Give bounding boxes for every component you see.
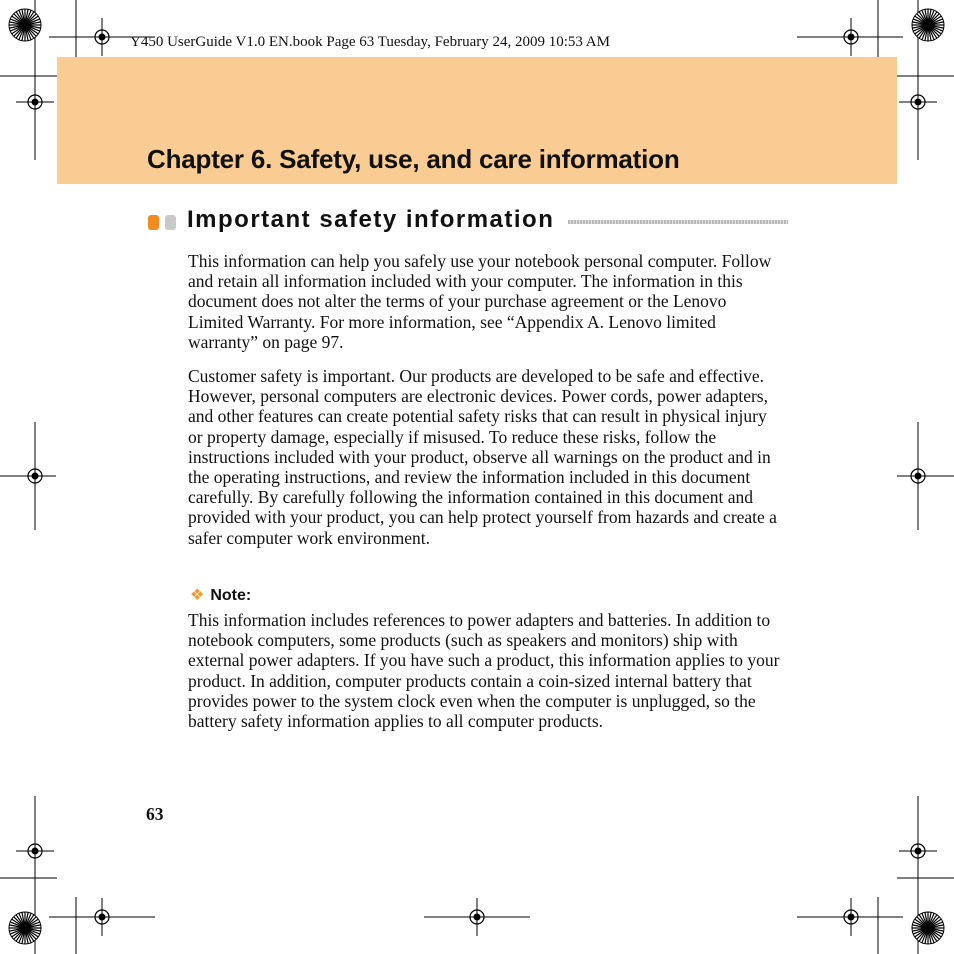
four-diamond-icon: ❖	[190, 587, 205, 604]
intro-paragraph: This information can help you safely use your notebook personal computer. Follow and retain all information included with your computer. The information in this document does not alter the terms of your purchase agreement or the Lenovo Limited Warranty. For more information, see “Appendix A. Lenovo limited warranty” on page 97.	[188, 251, 772, 352]
note-heading	[190, 585, 251, 605]
note-paragraph: This information includes references to power adapters and batteries. In addition to notebook computers, some products (such as speakers and monitors) ship with external power adapters. If you have such a product, this information applies to your product. In addition, computer products contain a coin-sized internal battery that provides power to the system clock even when the computer is unplugged, so the battery safety information applies to all computer products.	[188, 610, 780, 732]
orange-square-icon	[148, 215, 159, 230]
heading-rule	[568, 220, 788, 224]
section-heading	[148, 204, 788, 238]
customer-safety-paragraph: Customer safety is important. Our products are developed to be safe and effective. However, personal computers are electronic devices. Power cords, power adapters, and other features can create potential safety risks that can result in physical injury or property damage, especially if misused. To reduce these risks, follow the instructions included with your product, observe all warnings on the product and in the operating instructions, and review the information included in this document carefully. By carefully following the information contained in this document and provided with your product, you can help protect yourself from hazards and create a safer computer work environment.	[188, 366, 777, 548]
gray-square-icon	[165, 215, 176, 230]
chapter-title: Chapter 6. Safety, use, and care information	[147, 144, 680, 174]
note-label: Note:	[210, 587, 252, 604]
section-title: Important safety information	[187, 206, 555, 233]
book-slug-line: Y450 UserGuide V1.0 EN.book Page 63 Tuesday, February 24, 2009 10:53 AM	[130, 34, 610, 50]
page-number: 63	[146, 804, 164, 824]
